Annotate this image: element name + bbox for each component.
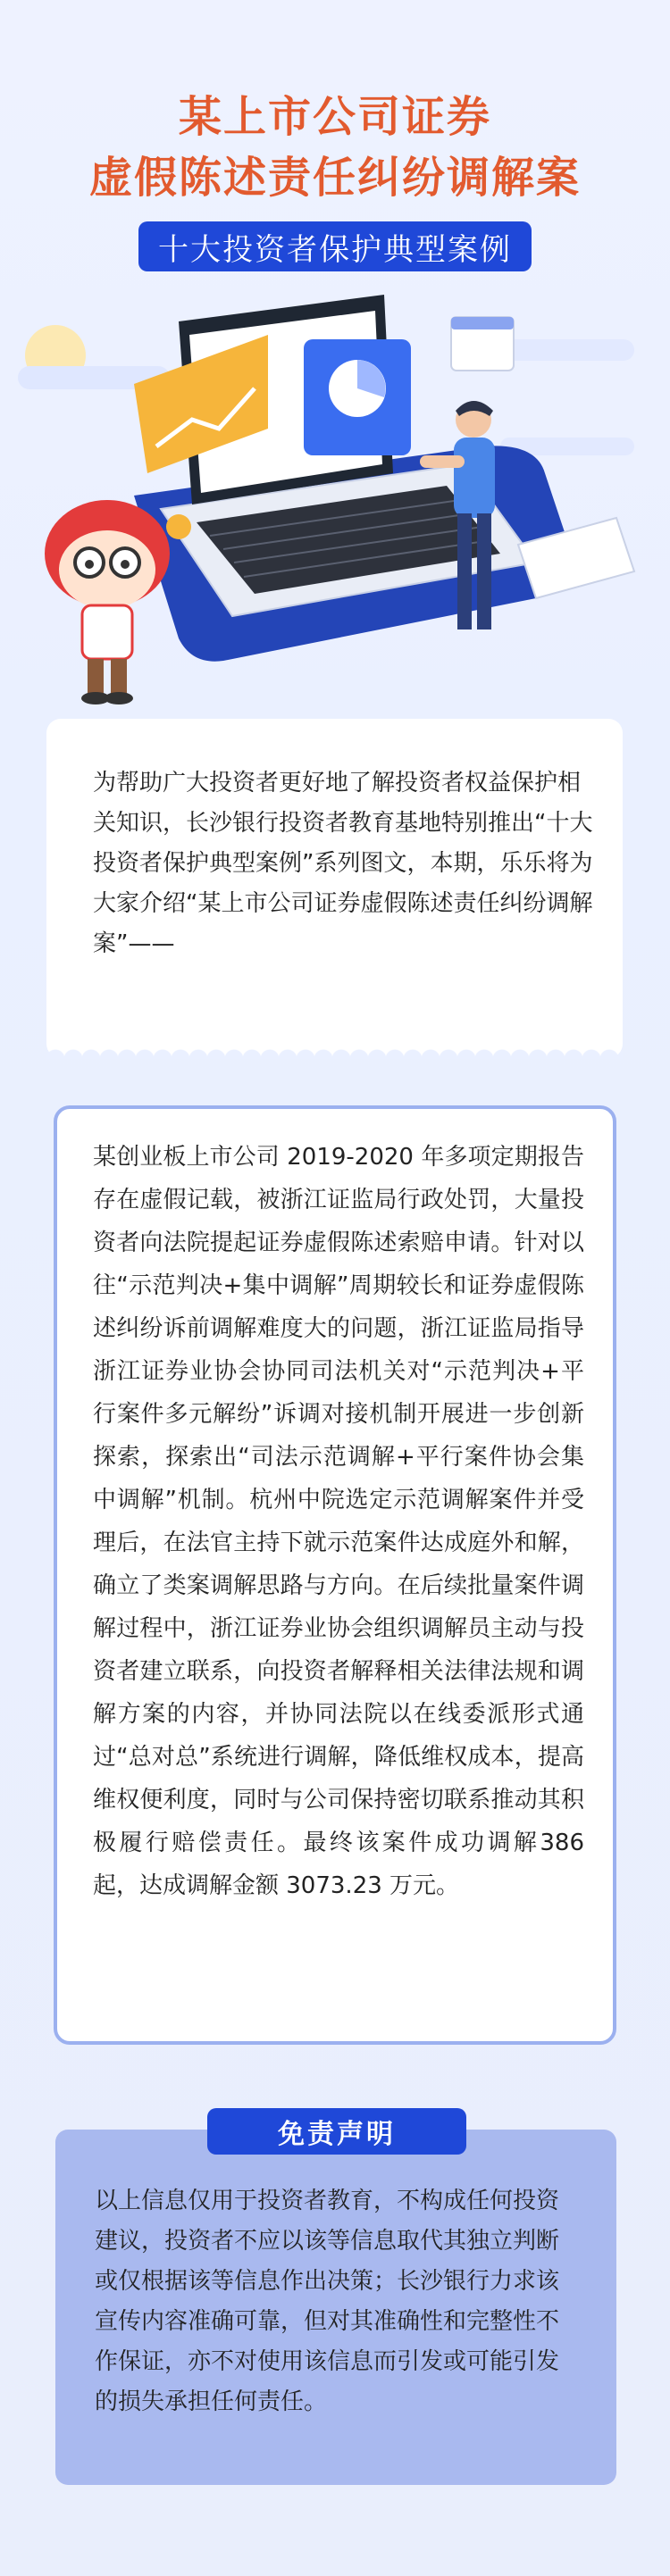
- hero-illustration: [0, 286, 670, 732]
- case-text: 某创业板上市公司 2019-2020 年多项定期报告存在虚假记载，被浙江证监局行政处罚，大量投资者向法院提起证券虚假陈述索赔申请。针对以往“示范判决+集中调解”周期较长和证券虚假陈述纠纷诉前调解难度大的问题，浙江证监局指导浙江证券业协会协同司法机关对“示范判决+平行案件多元解纷”诉调对接机制开展进一步创新探索，探索出“司法示范调解+平行案件协会集中调解”机制。杭州中院选定示范调解案件并受理后，在法官主持下就示范案件达成庭外和解，确立了类案调解思路与方向。在后续批量案件调解过程中，浙江证券业协会组织调解员主动与投资者建立联系，向投资者解释相关法律法规和调解方案的内容，并协同法院以在线委派形式通过“总对总”系统进行调解，降低维权成本，提高维权便利度，同时与公司保持密切联系推动其积极履行赔偿责任。最终该案件成功调解386 起，达成调解金额 3073.23 万元。: [93, 1144, 584, 1899]
- disclaimer-label-text: 免责声明: [278, 2119, 396, 2150]
- disclaimer-text: 以上信息仅用于投资者教育，不构成任何投资建议，投资者不应以该等信息取代其独立判断或仅根据该等信息作出决策；长沙银行力求该宣传内容准确可靠，但对其准确性和完整性不作保证，亦不对使用该信息而引发或可能引发的损失承担任何责任。: [95, 2188, 560, 2415]
- intro-text: 为帮助广大投资者更好地了解投资者权益保护相关知识，长沙银行投资者教育基地特别推出“十大投资者保护典型案例”系列图文，本期，乐乐将为大家介绍“某上市公司证券虚假陈述责任纠纷调解案”——: [93, 770, 593, 957]
- case-card: [54, 1105, 616, 2045]
- page-title-line1: 某上市公司证券: [178, 92, 491, 142]
- disclaimer-section: [55, 2119, 616, 2485]
- subtitle-text: 十大投资者保护典型案例: [158, 231, 512, 268]
- page-title-line2: 虚假陈述责任纠纷调解案: [88, 153, 581, 203]
- subtitle-banner: [138, 221, 532, 271]
- disclaimer-label: [207, 2108, 466, 2155]
- disclaimer-box: [55, 2130, 616, 2485]
- wave-edge: [46, 1039, 623, 1059]
- intro-card: [46, 719, 623, 1058]
